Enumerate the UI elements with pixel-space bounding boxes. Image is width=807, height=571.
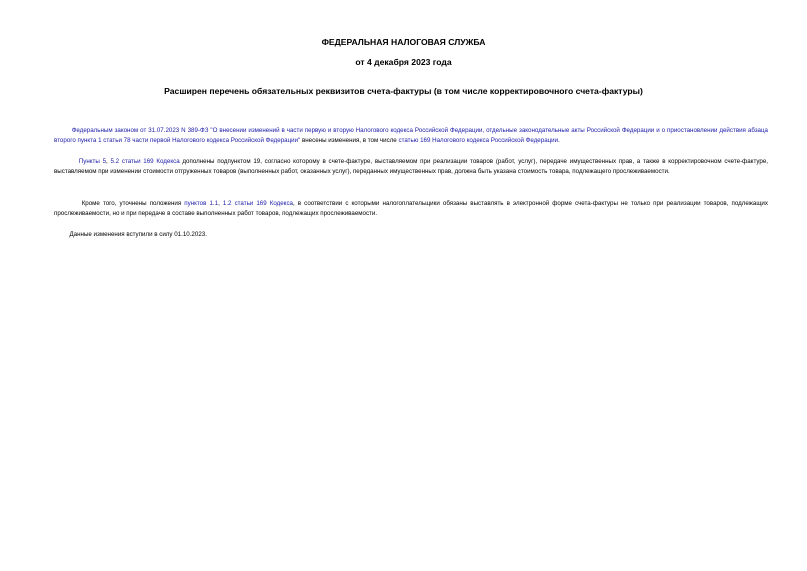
- document-title: Расширен перечень обязательных реквизитов счета-фактуры (в том числе корректировочного счета-фактуры): [164, 86, 643, 96]
- article-169-link[interactable]: статью 169 Налогового кодекса Российской Федерации: [398, 137, 559, 145]
- clause-1-1-link[interactable]: пунктов 1.1: [184, 200, 219, 207]
- clause-5-link[interactable]: Пункты 5: [78, 158, 107, 165]
- paragraph-1: [54, 126, 768, 147]
- clause-5-2-link[interactable]: 5.2 статьи 169 Кодекса: [110, 158, 180, 165]
- document-date: от 4 декабря 2023 года: [355, 57, 452, 67]
- agency-heading: ФЕДЕРАЛЬНАЯ НАЛОГОВАЯ СЛУЖБА: [321, 37, 486, 47]
- paragraph-3-separator: ,: [218, 200, 223, 207]
- paragraph-2-text: дополнены подпунктом 19, согласно которому в счете-фактуре, выставляемом при реализации товаров (работ, услуг), передаче имущественных прав, а также в корректировочном счете-фактуре, выставляемом при изменении стоимости отгруженных товаров (выполненных работ, оказанных услуг), переданных имущественных прав, должна быть указана стоимость товара, подлежащего прослеживаемости.: [54, 158, 768, 176]
- paragraph-2: [54, 157, 768, 178]
- law-link[interactable]: Федеральным законом от 31.07.2023 N 389-ФЗ "О внесении изменений в части первую и вторую Налогового кодекса Российской Федерации, отдельные законодательные акты Российской Федерации и о приостановлении действия абзаца второго пункта 1 статьи 78 части первой Налогового кодекса Российской Федерации": [54, 127, 768, 145]
- paragraph-4: [54, 230, 768, 240]
- paragraph-3-text: , в соответствии с которыми налогоплательщики обязаны выставлять в электронной форме счета-фактуры не только при реализации товаров, подлежащих прослеживаемости, но и при передаче в составе выполненных работ товаров, подлежащих прослеживаемости.: [54, 200, 768, 218]
- paragraph-1-end: .: [558, 137, 560, 145]
- paragraph-3-intro: Кроме того, уточнены положения: [81, 200, 185, 207]
- paragraph-2-separator: ,: [106, 158, 111, 165]
- paragraph-1-text: внесены изменения, в том числе: [300, 137, 399, 145]
- paragraph-3: [54, 199, 768, 220]
- clause-1-2-link[interactable]: 1.2 статьи 169 Кодекса: [222, 200, 293, 207]
- effective-date-text: Данные изменения вступили в силу 01.10.2023.: [69, 231, 207, 238]
